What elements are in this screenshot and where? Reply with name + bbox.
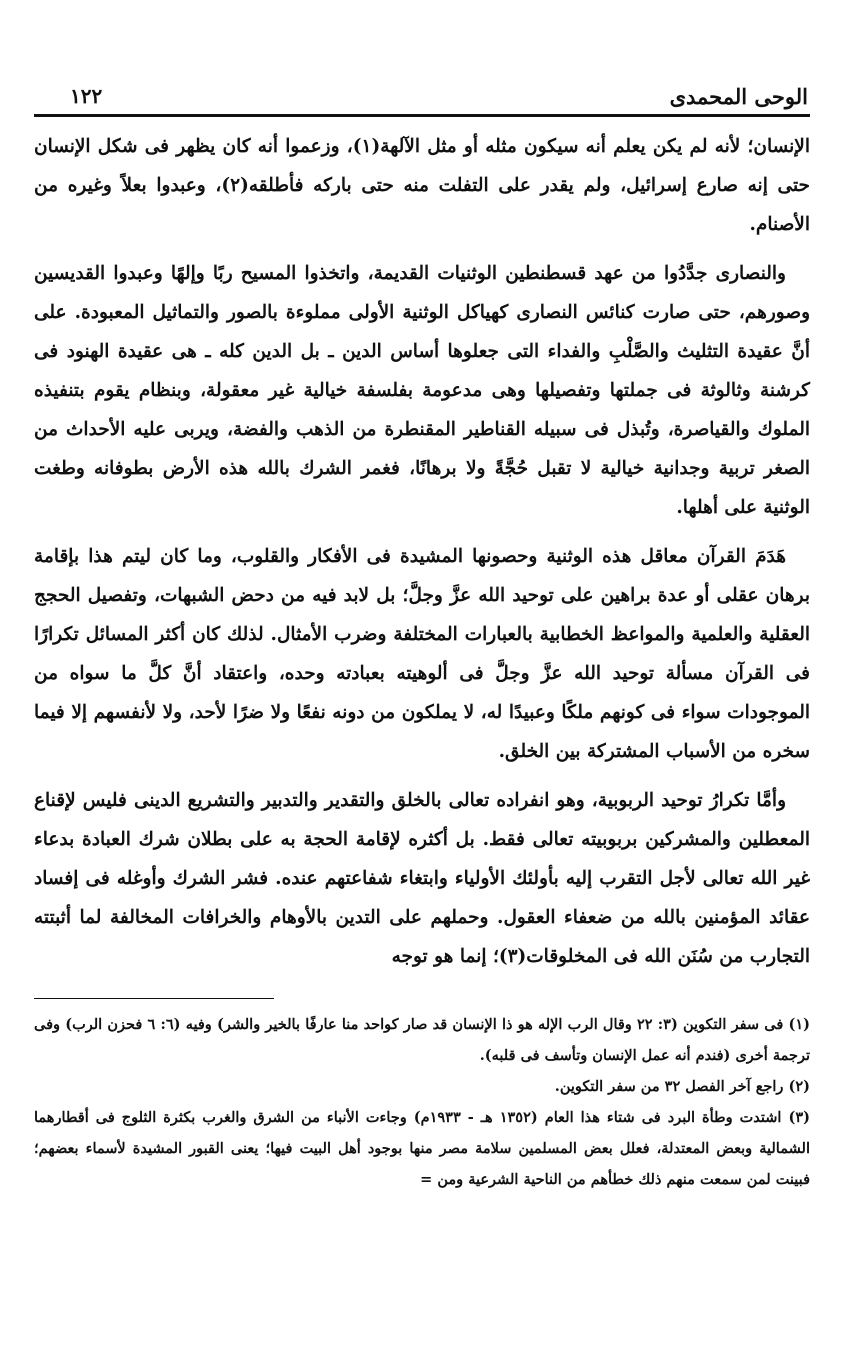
- paragraph: والنصارى جدَّدُوا من عهد قسطنطين الوثنيات القديمة، واتخذوا المسيح ربًا وإلهًا وعبدوا القديسين وصورهم، حتى صارت كنائس النصارى كهياكل الوثنية الأولى مملوءة بالصور والتماثيل المعبودة. على أنَّ عقيدة التثليث والصَّلْبِ والفداء التى جعلوها أساس الدين ـ بل الدين كله ـ هى عقيدة الهنود فى كرشنة وثالوثة فى جملتها وتفصيلها وهى مدعومة بفلسفة خيالية غير معقولة، وبنظام يقوم بتنفيذه الملوك والقياصرة، وتُبذل فى سبيله القناطير المقنطرة من الذهب والفضة، ويربى عليه الأحداث من الصغر تربية وجدانية خيالية لا تقبل حُجَّةً ولا برهانًا، فغمر الشرك بالله هذه الأرض بطوفانه وطغت الوثنية على أهلها.: [34, 263, 810, 518]
- paragraph: هَدَمَ القرآن معاقل هذه الوثنية وحصونها المشيدة فى الأفكار والقلوب، وما كان ليتم هذا بإقامة برهان عقلى أو عدة براهين على توحيد الله عزَّ وجلَّ؛ بل لابد فيه من دحض الشبهات، وتفصيل الحجج العقلية والعلمية والمواعظ الخطابية بالعبارات المختلفة وضرب الأمثال. لذلك كان أكثر المسائل تكرارًا فى القرآن مسألة توحيد الله عزَّ وجلَّ فى ألوهيته بعبادته وحده، واعتقاد أنَّ كلَّ ما سواه من الموجودات سواء فى كونهم ملكًا وعبيدًا له، لا يملكون من دونه نفعًا ولا ضرًا لأحد، ولا لأنفسهم إلا فيما سخره من الأسباب المشتركة بين الخلق.: [34, 546, 810, 762]
- footnotes: [34, 1005, 810, 1195]
- paragraph: الإنسان؛ لأنه لم يكن يعلم أنه سيكون مثله أو مثل الآلهة(١)، وزعموا أنه كان يظهر فى شكل الإنسان حتى إنه صارع إسرائيل، ولم يقدر على التفلت منه حتى باركه فأطلقه(٢)، وعبدوا بعلاً وغيره من الأصنام.: [34, 136, 810, 235]
- footnote-divider: [34, 998, 274, 999]
- running-title: الوحى المحمدى: [669, 84, 808, 109]
- footnote: (٢) راجع آخر الفصل ٣٢ من سفر التكوين.: [554, 1078, 810, 1095]
- paragraph: وأمَّا تكرارُ توحيد الربوبية، وهو انفراده تعالى بالخلق والتقدير والتدبير والتشريع الدينى فليس لإقناع المعطلين والمشركين بربوبيته تعالى فقط. بل أكثره لإقامة الحجة به على بطلان شرك العبادة بدعاء غير الله تعالى لأجل التقرب إليه بأولئك الأولياء وابتغاء شفاعتهم عنده. فشر الشرك وأوغله فى إفساد عقائد المؤمنين بالله من ضعفاء العقول. وحملهم على التدين بالأوهام والخرافات المخالفة لما أثبتته التجارب من سُنَن الله فى المخلوقات(٣)؛ إنما هو توجه: [34, 790, 810, 967]
- footnote: (٣) اشتدت وطأة البرد فى شتاء هذا العام (١٣٥٢ هـ - ١٩٣٣م) وجاءت الأنباء من الشرق والغرب بكثرة الثلوج فى أقطارهما الشمالية وبعض المعتدلة، فعلل بعض المسلمين سلامة مصر منها بوجود أهل البيت فيها؛ يعنى القبور المشيدة لأسماء بعضهم؛ فبينت لمن سمعت منهم ذلك خطأهم من الناحية الشرعية ومن =: [34, 1109, 810, 1188]
- page-number: ١٢٢: [70, 84, 103, 108]
- page-header: [34, 70, 810, 117]
- main-text: [34, 117, 810, 976]
- footnote: (١) فى سفر التكوين (٣: ٢٢ وقال الرب الإله هو ذا الإنسان قد صار كواحد منا عارفًا بالخير والشر) وفيه (٦: ٦ فحزن الرب) وفى ترجمة أخرى (فندم أنه عمل الإنسان وتأسف فى قلبه).: [34, 1016, 810, 1064]
- book-page: [34, 70, 810, 1195]
